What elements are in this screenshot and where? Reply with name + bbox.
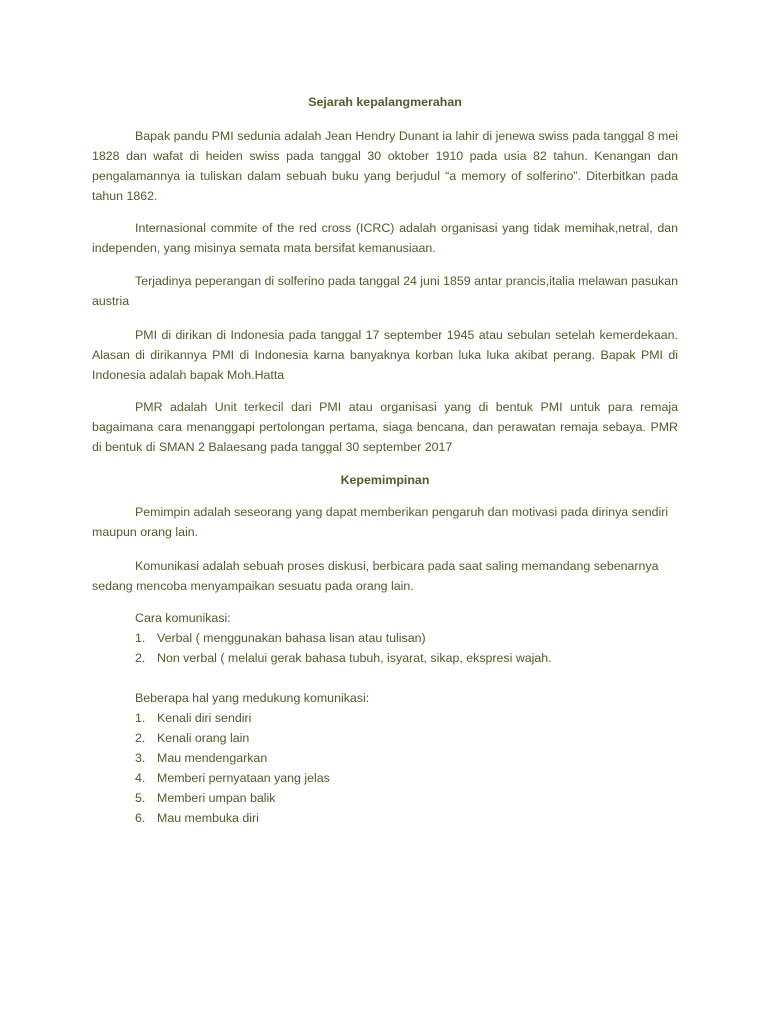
list-number: 1. <box>135 631 146 645</box>
list-item <box>135 728 678 748</box>
paragraph-solferino: Terjadinya peperangan di solferino pada tanggal 24 juni 1859 antar prancis,italia melawan pasukan austria <box>92 274 678 308</box>
list-item <box>135 808 678 828</box>
list-item <box>135 648 678 668</box>
paragraph-pemimpin: Pemimpin adalah seseorang yang dapat memberikan pengaruh dan motivasi pada dirinya sendiri maupun orang lain. <box>92 505 669 539</box>
section-title-sejarah: Sejarah kepalangmerahan <box>308 95 462 109</box>
list-item <box>135 708 678 728</box>
list-item-text: Memberi umpan balik <box>157 791 276 805</box>
paragraph-pmi-indonesia: PMI di dirikan di Indonesia pada tanggal 17 september 1945 atau sebulan setelah kemerdekaan. Alasan di dirikannya PMI di Indonesia karna banyaknya korban luka luka akibat perang. Bapak PMI di Indonesia adalah bapak Moh.Hatta <box>92 328 678 382</box>
list-number: 3. <box>135 751 146 765</box>
paragraph-icrc: Internasional commite of the red cross (ICRC) adalah organisasi yang tidak memihak,netral, dan independen, yang misinya semata mata bersifat kemanusiaan. <box>92 221 678 255</box>
paragraph-dunant: Bapak pandu PMI sedunia adalah Jean Hendry Dunant ia lahir di jenewa swiss pada tanggal 8 mei 1828 dan wafat di heiden swiss pada tanggal 30 oktober 1910 pada usia 82 tahun. Kenangan dan pengalamannya ia tuliskan dalam sebuah buku yang berjudul “a memory of solferino”. Diterbitkan pada tahun 1862. <box>92 129 678 203</box>
list-number: 6. <box>135 811 146 825</box>
list-item-text: Kenali orang lain <box>157 731 250 745</box>
list-number: 4. <box>135 771 146 785</box>
list-item-text: Kenali diri sendiri <box>157 711 252 725</box>
list-number: 2. <box>135 731 146 745</box>
list-item-text: Mau membuka diri <box>157 811 259 825</box>
paragraph-komunikasi: Komunikasi adalah sebuah proses diskusi, berbicara pada saat saling memandang sebenarnya sedang mencoba menyampaikan sesuatu pada orang lain. <box>92 559 659 593</box>
section-title-kepemimpinan: Kepemimpinan <box>340 473 430 487</box>
list-cara-komunikasi <box>135 608 678 668</box>
list-pendukung-komunikasi <box>135 688 678 828</box>
list-item-text: Mau mendengarkan <box>157 751 268 765</box>
list-number: 1. <box>135 711 146 725</box>
list-item-text: Memberi pernyataan yang jelas <box>157 771 330 785</box>
paragraph-pmr: PMR adalah Unit terkecil dari PMI atau organisasi yang di bentuk PMI untuk para remaja bagaimana cara menanggapi pertolongan pertama, siaga bencana, dan perawatan remaja sebaya. PMR di bentuk di SMAN 2 Balaesang pada tanggal 30 september 2017 <box>92 400 678 454</box>
list-title: Beberapa hal yang medukung komunikasi: <box>135 691 370 705</box>
list-item-text: Verbal ( menggunakan bahasa lisan atau tulisan) <box>157 631 426 645</box>
list-item <box>135 768 678 788</box>
list-item <box>135 788 678 808</box>
list-title: Cara komunikasi: <box>135 611 231 625</box>
list-item <box>135 628 678 648</box>
list-number: 5. <box>135 791 146 805</box>
list-item <box>135 748 678 768</box>
list-number: 2. <box>135 651 146 665</box>
list-item-text: Non verbal ( melalui gerak bahasa tubuh, isyarat, sikap, ekspresi wajah. <box>157 651 552 665</box>
